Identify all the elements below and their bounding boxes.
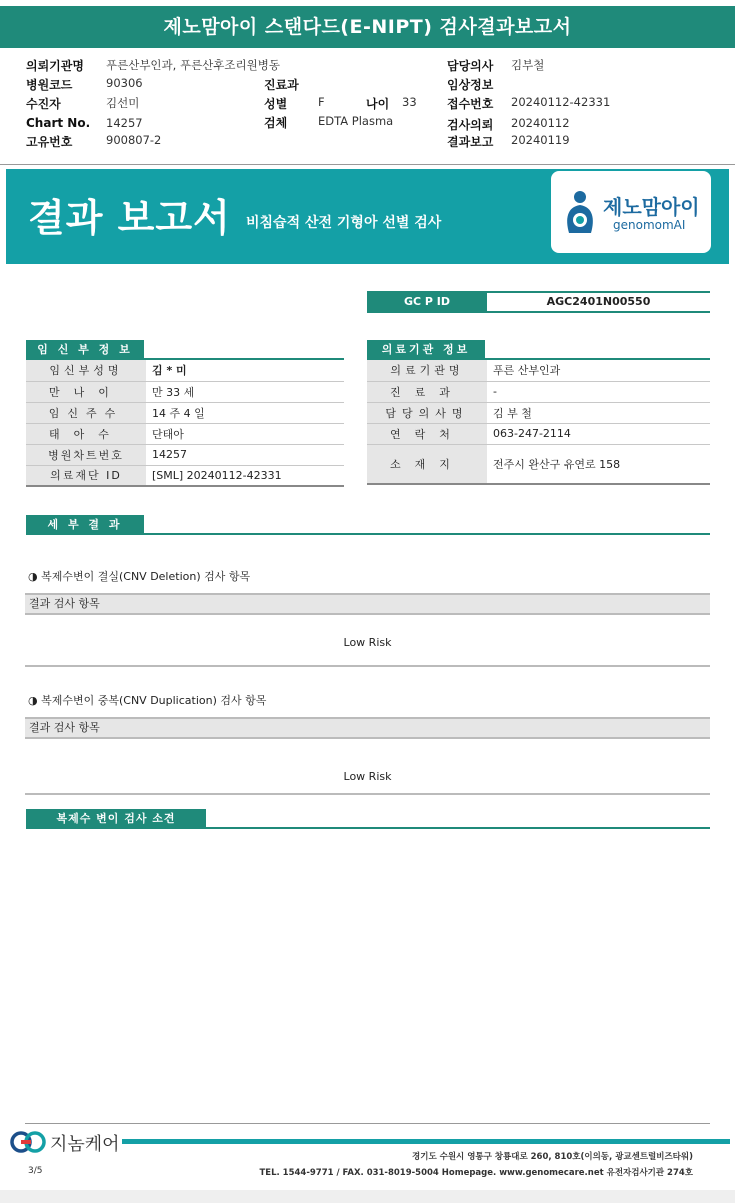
header-divider [0,164,735,165]
report-value: 20240119 [511,133,570,147]
request-value: 20240112 [511,116,570,130]
deletion-result: Low Risk [343,636,392,649]
footer-address: 경기도 수원시 영통구 창룡대로 260, 810호(이의동, 광교센트럴비즈타워) [412,1152,693,1162]
report-title: 제노맘아이 스탠다드(E-NIPT) 검사결과보고서 [0,6,735,48]
pregnant-info-table [26,360,344,487]
footer-bar [122,1139,730,1144]
receipt-value: 20240112-42331 [511,95,611,109]
banner-title: 결과 보고서 [28,196,231,240]
institution-info-title: 의료기관 정보 [367,340,485,360]
doctor-value: 김부철 [511,58,545,72]
banner-subtitle: 비침습적 산전 기형아 선별 검사 [246,215,442,231]
logo-english: genomomAI [613,218,686,232]
genomecare-logo-icon [10,1129,50,1155]
pregnant-info-title: 임 신 부 정 보 [26,340,144,360]
table-row: 태아수 단태아 [26,423,344,444]
report-banner [6,169,729,264]
specimen-value: EDTA Plasma [318,114,394,128]
code-label: 병원코드 [26,78,73,92]
age-value: 33 [402,95,417,109]
table-row: 병원차트번호 14257 [26,444,344,465]
footer-company: 지놈케어 [50,1134,120,1155]
code-value: 90306 [106,76,143,90]
deletion-heading: ◑ 복제수변이 결실(CNV Deletion) 검사 항목 [28,570,251,583]
dept-label: 진료과 [264,78,299,92]
table-row: 의료기관명 푸른 산부인과 [367,360,710,381]
age-label: 나이 [366,97,390,111]
chart-label: Chart No. [26,116,91,130]
uid-value: 900807-2 [106,133,162,147]
institution-info-table [367,360,710,485]
duplication-heading: ◑ 복제수변이 중복(CNV Duplication) 검사 항목 [28,694,267,707]
detail-results-title: 세 부 결 과 [26,515,144,535]
footer-contact: TEL. 1544-9771 / FAX. 031-8019-5004 Homepage. www.genomecare.net 유전자검사기관 274호 [259,1168,693,1178]
uid-label: 고유번호 [26,135,73,149]
table-row: 임신주수 14 주 4 일 [26,402,344,423]
sex-value: F [318,95,325,109]
deletion-header: 결과 검사 항목 [25,593,710,615]
detail-results-line [26,533,710,535]
table-row: 연락처 063-247-2114 [367,423,710,444]
chart-value: 14257 [106,116,143,130]
table-row: 소재지 전주시 완산구 유연로 158 [367,444,710,484]
table-row: 의료재단 ID [SML] 20240112-42331 [26,465,344,486]
table-row: 진료과 - [367,381,710,402]
sex-label: 성별 [264,97,288,111]
page-number: 3/5 [28,1166,43,1176]
footer-divider [25,1123,710,1124]
doctor-label: 담당의사 [447,59,494,73]
clinical-label: 임상정보 [447,78,494,92]
table-row: 만나이 만 33 세 [26,381,344,402]
logo-name: 제노맘아이 [603,195,700,219]
bottom-strip [0,1190,735,1203]
opinion-title: 복제수 변이 검사 소견 [26,809,206,829]
mother-baby-icon [563,189,597,235]
table-row: 담당의사명 김 부 철 [367,402,710,423]
patient-label: 수진자 [26,97,61,111]
duplication-result: Low Risk [343,770,392,783]
opinion-line [26,827,710,829]
table-row: 임신부성명 김 * 미 [26,360,344,381]
gcp-id-label: GC P ID [367,291,487,313]
receipt-label: 접수번호 [447,97,494,111]
duplication-header: 결과 검사 항목 [25,717,710,739]
report-label: 결과보고 [447,135,494,149]
request-label: 검사의뢰 [447,118,494,132]
hospital-value: 푸른산부인과, 푸른산후조리원병동 [106,58,280,72]
hospital-label: 의뢰기관명 [26,59,84,73]
specimen-label: 검체 [264,116,288,130]
duplication-divider [25,793,710,795]
patient-value: 김선미 [106,96,140,110]
deletion-divider [25,665,710,667]
genomomai-logo [551,171,711,253]
gcp-id-value: AGC2401N00550 [487,291,710,313]
